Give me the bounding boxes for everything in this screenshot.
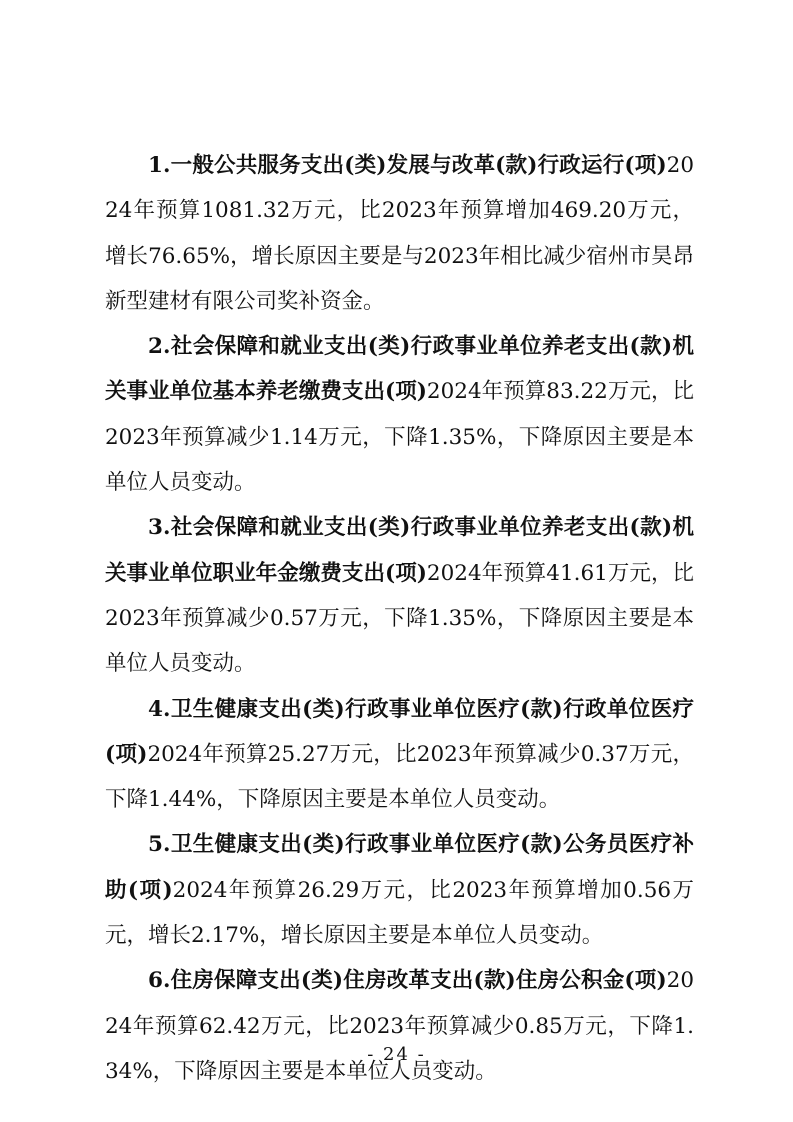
budget-item-text: 2024年预算1081.32万元，比2023年预算增加469.20万元，增长76.65%，增长原因主要是与2023年相比减少宿州市昊昂新型建材有限公司奖补资金。 bbox=[105, 153, 694, 314]
budget-item-3 bbox=[105, 505, 694, 686]
budget-item-heading: 4.卫生健康支出(类)行政事业单位医疗(款)行政单位医疗(项) bbox=[105, 696, 694, 767]
budget-item-heading: 5.卫生健康支出(类)行政事业单位医疗(款)公务员医疗补助(项) bbox=[105, 832, 694, 903]
budget-item-text: 2024年预算83.22万元，比2023年预算减少1.14万元，下降1.35%，下降原因主要是本单位人员变动。 bbox=[105, 379, 694, 496]
document-body bbox=[105, 143, 694, 1094]
budget-item-heading: 6.住房保障支出(类)住房改革支出(款)住房公积金(项) bbox=[148, 968, 667, 994]
budget-item-4 bbox=[105, 687, 694, 823]
budget-item-1 bbox=[105, 143, 694, 324]
budget-item-6 bbox=[105, 958, 694, 1094]
budget-item-heading: 1.一般公共服务支出(类)发展与改革(款)行政运行(项) bbox=[148, 153, 667, 178]
page-number: - 24 - bbox=[367, 1044, 426, 1065]
budget-item-heading: 2.社会保障和就业支出(类)行政事业单位养老支出(款)机关事业单位基本养老缴费支出(项) bbox=[105, 334, 694, 405]
budget-item-text: 2024年预算41.61万元，比2023年预算减少0.57万元，下降1.35%，下降原因主要是本单位人员变动。 bbox=[105, 560, 694, 677]
budget-item-text: 2024年预算26.29万元，比2023年预算增加0.56万元，增长2.17%，增长原因主要是本单位人员变动。 bbox=[105, 877, 694, 949]
budget-item-5 bbox=[105, 822, 694, 958]
budget-item-heading: 3.社会保障和就业支出(类)行政事业单位养老支出(款)机关事业单位职业年金缴费支出(项) bbox=[105, 515, 694, 586]
budget-item-text: 2024年预算25.27万元，比2023年预算减少0.37万元，下降1.44%，下降原因主要是本单位人员变动。 bbox=[105, 741, 694, 813]
budget-item-2 bbox=[105, 324, 694, 505]
budget-item-text: 2024年预算62.42万元，比2023年预算减少0.85万元，下降1.34%，下降原因主要是本单位人员变动。 bbox=[105, 968, 694, 1084]
